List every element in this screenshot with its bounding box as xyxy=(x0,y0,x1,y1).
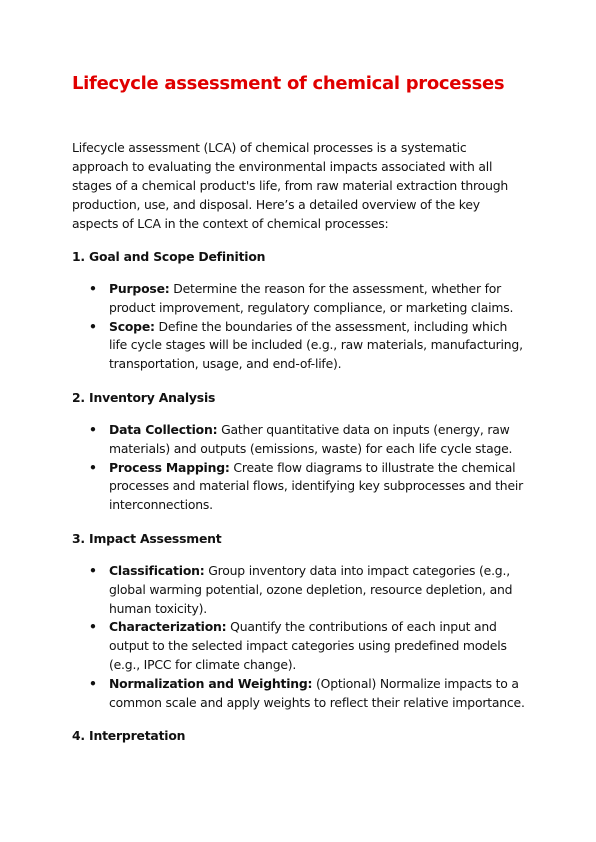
item-text: Create flow diagrams to illustrate the chemical processes and material flows, identifying key subprocesses and their interconnections. xyxy=(109,459,524,513)
list-item xyxy=(72,280,526,318)
item-text: Group inventory data into impact categories (e.g., global warming potential, ozone depletion, resource depletion, and human toxicity). xyxy=(109,562,513,616)
item-text: Quantify the contributions of each input and output to the selected impact categories using predefined models (e.g., IPCC for climate change). xyxy=(109,619,507,672)
section-heading-interpretation: 4. Interpretation xyxy=(72,728,186,744)
document-page xyxy=(72,72,526,745)
item-text: Define the boundaries of the assessment, including which life cycle stages will be included (e.g., raw materials, manufacturing, transportation, usage, and end-of-life). xyxy=(109,318,523,372)
item-term: Process Mapping: xyxy=(109,459,230,475)
bullet-icon: • xyxy=(89,675,97,691)
item-term: Classification: xyxy=(109,562,205,578)
bullet-list-impact xyxy=(72,562,526,712)
bullet-icon: • xyxy=(89,281,97,296)
item-text: (Optional) Normalize impacts to a common scale and apply weights to reflect their relative importance. xyxy=(109,675,525,710)
list-item xyxy=(72,318,526,374)
list-item xyxy=(72,618,526,674)
item-term: Data Collection: xyxy=(109,421,218,437)
bullet-icon: • xyxy=(89,318,97,334)
intro-paragraph: Lifecycle assessment (LCA) of chemical processes is a systematic approach to evaluating the environmental impacts associated with all stages of a chemical product's life, from raw material extraction through production, use, and disposal. Here’s a detailed overview of the key aspects of LCA in the context of chemical processes: xyxy=(72,140,509,231)
bullet-icon: • xyxy=(89,562,97,578)
bullet-icon: • xyxy=(89,421,97,437)
bullet-list-goal-scope xyxy=(72,280,526,374)
item-term: Purpose: xyxy=(109,281,170,296)
document-title: Lifecycle assessment of chemical processes xyxy=(72,73,505,94)
list-item xyxy=(72,562,526,618)
bullet-icon: • xyxy=(89,459,97,475)
item-text: Gather quantitative data on inputs (energy, raw materials) and outputs (emissions, waste) for each life cycle stage. xyxy=(109,421,513,456)
item-term: Normalization and Weighting: xyxy=(109,675,313,691)
section-heading-inventory: 2. Inventory Analysis xyxy=(72,389,216,405)
list-item xyxy=(72,459,526,515)
list-item xyxy=(72,675,526,713)
section-heading-impact: 3. Impact Assessment xyxy=(72,530,222,546)
list-item xyxy=(72,421,526,459)
item-term: Characterization: xyxy=(109,619,227,635)
section-heading-goal-scope: 1. Goal and Scope Definition xyxy=(72,249,266,264)
item-term: Scope: xyxy=(109,318,155,334)
bullet-icon: • xyxy=(89,619,97,635)
item-text: Determine the reason for the assessment, whether for product improvement, regulatory compliance, or marketing claims. xyxy=(109,281,514,315)
bullet-list-inventory xyxy=(72,421,526,515)
